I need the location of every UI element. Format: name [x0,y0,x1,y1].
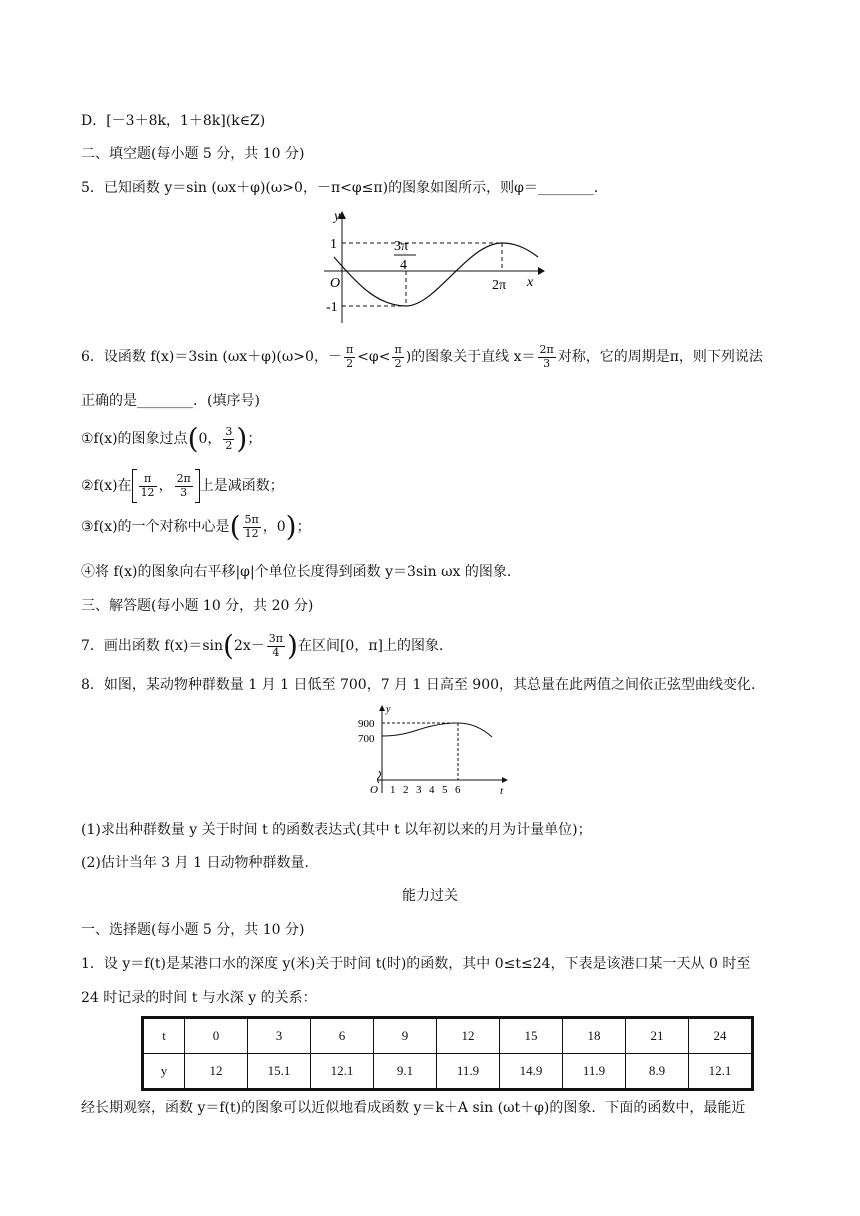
fig1-label-neg1: -1 [326,300,338,315]
q6-frac-1-num: π [345,343,354,356]
opt1-frac [223,426,234,452]
table-row [143,1054,753,1090]
table-cell: 0 [185,1018,248,1054]
opt3-open-paren: ( [229,510,241,543]
question-8: 8．如图，某动物种群数量 1 月 1 日低至 700，7 月 1 日高至 900，其总量在此两值之间依正弦型曲线变化． [81,677,766,693]
option-d: D．[－3＋8k，1＋8k](k∈Z) [81,113,266,129]
fig1-x-label: x [527,275,534,290]
opt1-a: 0， [198,431,222,447]
fig2-label-700: 700 [358,733,375,745]
q7-open-paren: ( [223,629,234,662]
table-cell: 3 [248,1018,311,1054]
opt1-frac-den: 2 [225,438,233,452]
opt2-frac-2 [175,473,193,499]
table-header-t: t [143,1018,185,1054]
table-cell: 18 [563,1018,626,1054]
opt3-post: ； [296,519,311,535]
table-cell: 12 [185,1054,248,1090]
q6-part-a: 6．设函数 f(x)＝3sin (ωx＋φ)(ω>0， [81,349,328,366]
q6-frac-1-den: 2 [346,356,354,370]
fig1-y-label: y [334,209,341,224]
q7-frac [267,633,285,659]
table-cell: 12.1 [311,1054,374,1090]
fig2-tick-6: 6 [455,784,461,796]
fig2-tick-3: 3 [416,784,422,796]
question-5: 5．已知函数 y＝sin (ωx＋φ)(ω>0，－π<φ≤π)的图象如图所示，则φ＝________． [81,180,608,196]
opt1-post: ； [247,431,262,447]
opt1-pre: ①f(x)的图象过点 [81,431,188,447]
q7-close-paren: ) [287,629,298,662]
problem-1-continuation: 经长期观察，函数 y＝f(t)的图象可以近似地看成函数 y＝k＋A sin (ωt＋φ)的图象．下面的函数中，最能近 [81,1100,746,1116]
opt2-pre: ②f(x)在 [81,478,132,494]
q6-frac-2-num: π [394,343,402,356]
table-cell: 9 [374,1018,437,1054]
fig1-label-1: 1 [330,237,337,252]
question-7 [81,629,454,662]
table-cell: 24 [689,1018,753,1054]
fig1-frac-den: 4 [400,258,407,273]
opt2-frac-2-num: 2π [176,471,191,485]
table-cell: 11.9 [563,1054,626,1090]
fig1-label-2pi: 2π [492,278,507,293]
table-cell: 15.1 [248,1054,311,1090]
population-graph-q8 [352,703,517,803]
option-4: ④将 f(x)的图象向右平移|φ|个单位长度得到函数 y＝3sin ωx 的图象． [81,564,521,580]
fig2-origin: O [370,784,378,796]
opt2-frac-1-num: π [139,473,157,487]
opt2-comma: ， [158,478,173,494]
q6-part-b: )的图象关于直线 x＝ [405,349,536,366]
q7-b: 2x－ [233,638,265,654]
q6-frac-3-num: 2π [539,343,554,356]
table-cell: 9.1 [374,1054,437,1090]
q6-lt: <φ< [357,349,391,366]
table-cell: 12.1 [689,1054,753,1090]
q7-frac-num: 3π [268,631,284,645]
fig1-origin: O [330,276,341,291]
fig2-tick-2: 2 [403,784,409,796]
q6-part-c: 对称，它的周期是π，则下列说法 [557,349,763,366]
opt1-frac-num: 3 [225,424,233,438]
fig2-tick-4: 4 [429,784,435,796]
fig2-t-label: t [500,785,504,797]
q8-part-2: (2)估计当年 3 月 1 日动物种群数量． [81,855,319,871]
opt3-frac [243,514,261,540]
opt3-close-paren: ) [285,510,297,543]
opt1-close-paren: ) [236,422,248,455]
q6-frac-1 [344,344,355,370]
table-header-y: y [143,1054,185,1090]
q6-frac-3 [538,344,556,370]
q6-frac-2-den: 2 [394,356,402,370]
opt3-frac-num: 5π [244,512,259,526]
opt3-frac-den: 12 [244,526,259,540]
q6-frac-2 [392,344,403,370]
table-cell: 6 [311,1018,374,1054]
opt2-post: 上是减函数； [199,478,284,494]
section-choice-heading: 一、选择题(每小题 5 分，共 10 分) [81,922,305,938]
fig2-tick-5: 5 [442,784,448,796]
opt2-frac-1 [139,473,157,499]
q7-c: 在区间[0，π]上的图象． [297,638,454,654]
q8-part-1: (1)求出种群数量 y 关于时间 t 的函数表达式(其中 t 以年初以来的月为计量单位)； [81,822,592,838]
opt3-b: ，0 [262,519,286,535]
q7-a: 7．画出函数 f(x)＝sin [81,638,224,654]
opt2-open-bracket [132,469,137,503]
table-cell: 14.9 [500,1054,563,1090]
question-6 [81,344,763,370]
table-cell: 15 [500,1018,563,1054]
section-answer-heading: 三、解答题(每小题 10 分，共 20 分) [81,598,314,614]
depth-table [141,1016,754,1091]
fig2-tick-1: 1 [390,784,396,796]
opt1-open-paren: ( [187,422,199,455]
fig2-y-label: y [386,704,391,715]
section-fill-blank-heading: 二、填空题(每小题 5 分，共 10 分) [81,146,305,162]
table-cell: 12 [437,1018,500,1054]
sine-graph-q5 [318,205,548,325]
opt2-frac-1-den: 12 [140,485,155,499]
table-row [143,1018,753,1054]
opt3-pre: ③f(x)的一个对称中心是 [81,519,230,535]
option-2 [81,469,284,503]
option-1 [81,422,262,455]
q6-neg: － [327,349,342,366]
ability-heading: 能力过关 [402,888,458,904]
q6-frac-3-den: 3 [543,356,551,370]
table-cell: 8.9 [626,1054,689,1090]
problem-1-line-1: 1．设 y＝f(t)是某港口水的深度 y(米)关于时间 t(时)的函数，其中 0≤t≤24，下表是该港口某一天从 0 时至 [81,956,751,972]
problem-1-line-2: 24 时记录的时间 t 与水深 y 的关系： [81,990,317,1006]
opt2-frac-2-den: 3 [180,485,188,499]
table-cell: 11.9 [437,1054,500,1090]
fig1-frac-num: 3π [394,239,409,254]
q6-line-2: 正确的是________．(填序号) [81,393,260,409]
table-cell: 21 [626,1018,689,1054]
q7-frac-den: 4 [272,645,280,659]
fig2-label-900: 900 [358,718,375,730]
option-3 [81,510,311,543]
